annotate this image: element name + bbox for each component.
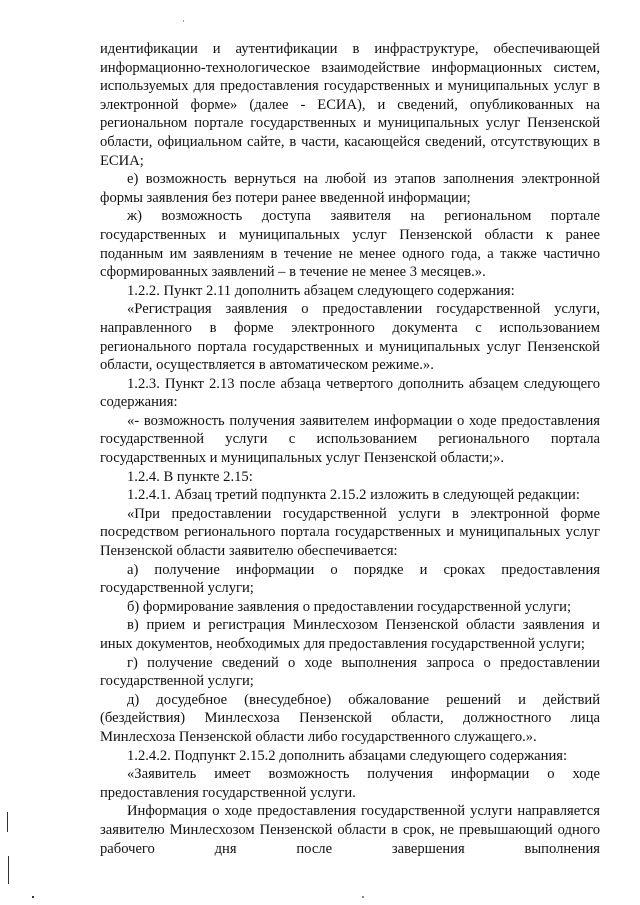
paragraph-1-2-4-2: 1.2.4.2. Подпункт 2.15.2 дополнить абзацами следующего содержания: [127,747,568,764]
scan-mark-left-lower [8,856,9,884]
scan-dot-bottom-center [362,896,364,898]
paragraph-electronic-form-quote: «При предоставлении государственной услуги в электронной форме посредством регионального портала государственных и муниципальных услуг Пензенской области заявителю обеспечивается: [100,505,600,560]
paragraph-information-deadline: Информация о ходе предоставления государственной услуги направляется заявителю Минлесхозом Пензенской области в срок, не превышающий одного рабочего дня после завершения выполнения [100,803,600,857]
scan-dot-bottom-left [32,896,34,898]
document-body [100,40,600,858]
paragraph-1-2-4-1: 1.2.4.1. Абзац третий подпункта 2.15.2 изложить в следующей редакции: [127,487,580,504]
paragraph-item-a: а) получение информации о порядке и сроках предоставления государственной услуги; [100,561,600,597]
paragraph-item-g: г) получение сведений о ходе выполнения запроса о предоставлении государственной услуги; [100,654,600,690]
paragraph-item-v: в) прием и регистрация Минлесхозом Пензенской области заявления и иных документов, необходимых для предоставления государственной услуги; [100,617,600,652]
paragraph-applicant-quote: «Заявитель имеет возможность получения информации о ходе предоставления государственной услуги. [100,766,600,801]
paragraph-item-e: е) возможность вернуться на любой из этапов заполнения электронной формы заявления без потери ранее введенной информации; [100,171,600,206]
paragraph-information-quote: «- возможность получения заявителем информации о ходе предоставления государственной услуги с использованием регионального портала государственных и муниципальных услуг Пензенской области;». [100,412,600,467]
paragraph-item-d: д) досудебное (внесудебное) обжалование решений и действий (бездействия) Минлесхоза Пензенской области, должностного лица Минлесхоза Пензенской области либо государственного служащего.». [100,691,600,745]
paragraph-1-2-3: 1.2.3. Пункт 2.13 после абзаца четвертого дополнить абзацем следующего содержания: [100,375,600,411]
scan-dot-top [183,20,184,22]
paragraph-item-b: б) формирование заявления о предоставлении государственной услуги; [127,598,572,615]
scan-mark-left-upper [7,812,8,832]
paragraph-registration-quote: «Регистрация заявления о предоставлении государственной услуги, направленного в форме электронного документа с использованием регионального портала государственных и муниципальных услуг Пензенской области, осуществляется в автоматическом режиме.». [100,301,600,374]
paragraph-item-zh: ж) возможность доступа заявителя на региональном портале государственных и муниципальных услуг Пензенской области к ранее поданным им заявлениям в течение не менее одного года, а также частично сформированных заявлений – в течение не менее 3 месяцев.». [100,208,600,281]
paragraph-1-2-2: 1.2.2. Пункт 2.11 дополнить абзацем следующего содержания: [127,282,515,299]
paragraph-esia-continuation: идентификации и аутентификации в инфраструктуре, обеспечивающей информационно-технологическое взаимодействие информационных систем, используемых для предоставления государственных и муниципальных услуг в электронной форме» (далее - ЕСИА), и сведений, опубликованных на региональном портале государственных и муниципальных услуг Пензенской области, официальном сайте, в части, касающейся сведений, отсутствующих в ЕСИА; [100,41,600,169]
paragraph-1-2-4: 1.2.4. В пункте 2.15: [127,468,253,485]
